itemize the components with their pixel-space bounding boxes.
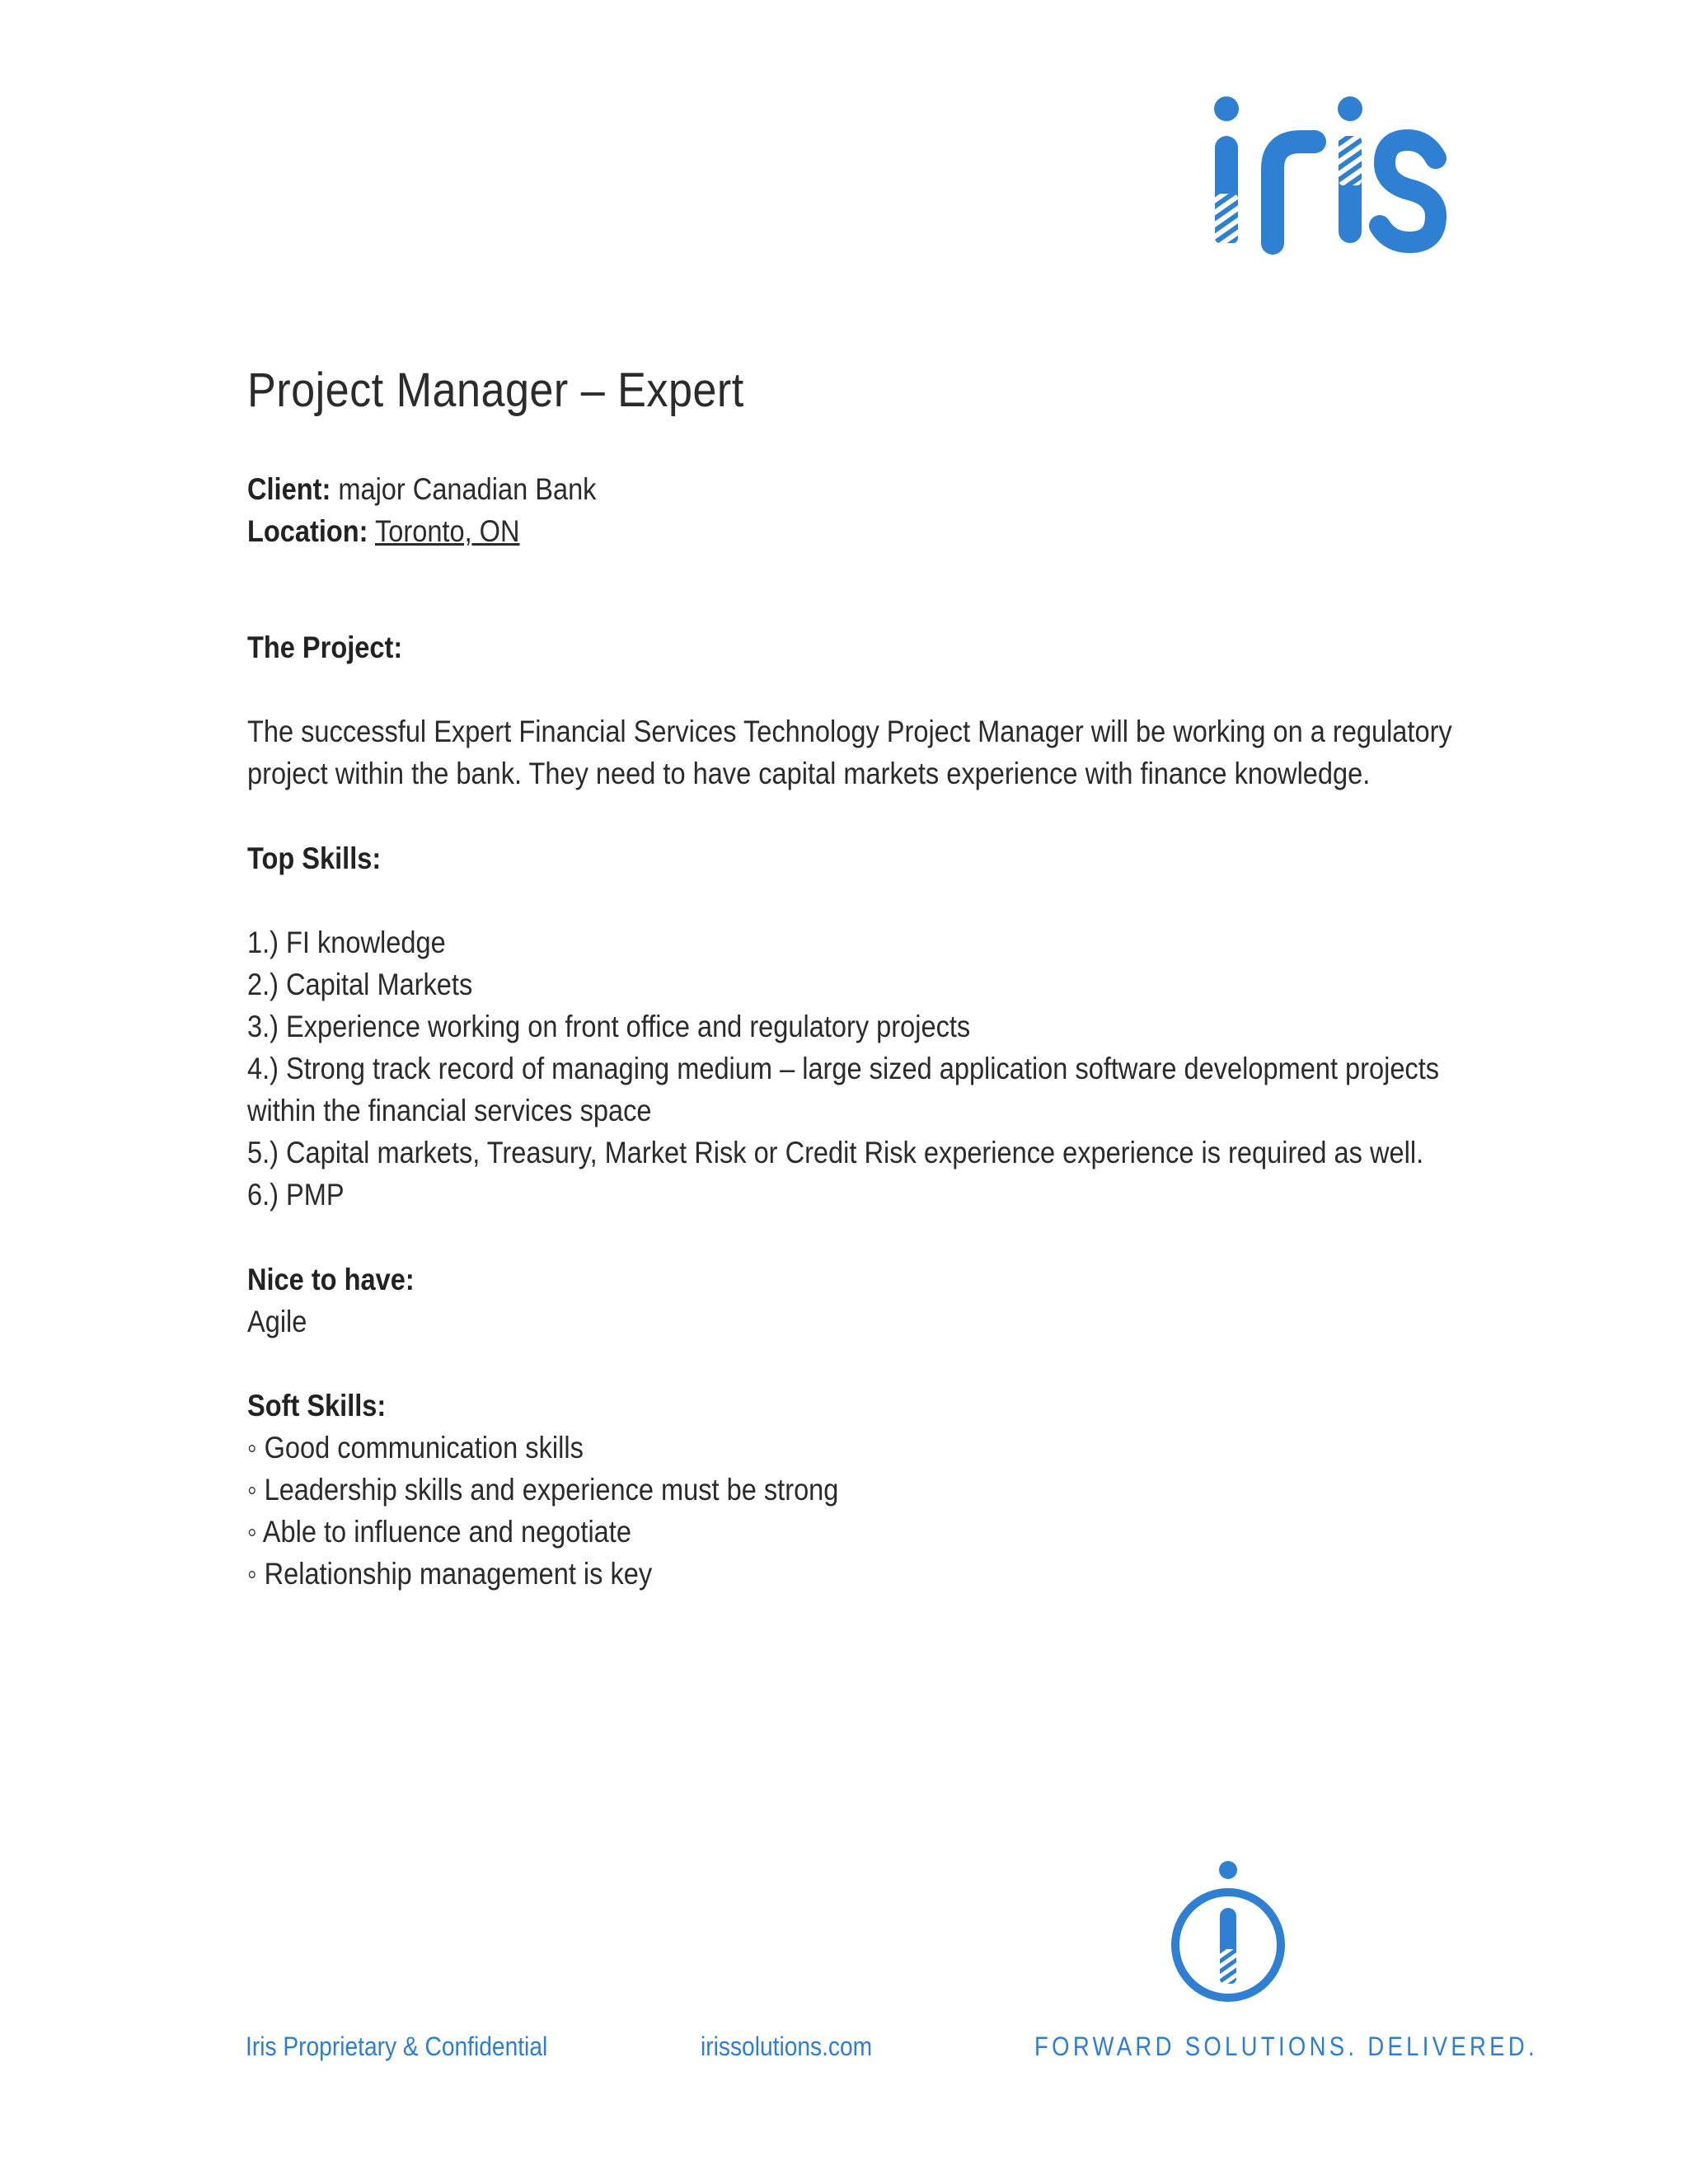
project-text-line: The successful Expert Financial Services Technology Project Manager will be working on a regulatory (247, 715, 1452, 748)
list-item: 1.) FI knowledge (247, 926, 446, 959)
client-line (247, 468, 596, 510)
nice-to-have-heading: Nice to have: (247, 1263, 415, 1296)
iris-circle-i-emblem (1162, 1858, 1294, 2007)
iris-wordmark-logo (1203, 91, 1451, 255)
client-label: Client: (247, 472, 331, 506)
client-location-block (247, 468, 596, 552)
top-skills-list (247, 921, 1439, 1216)
list-item: ◦ Able to influence and negotiate (247, 1515, 631, 1549)
footer-website-link[interactable]: irissolutions.com (701, 2032, 873, 2061)
list-item: within the financial services space (247, 1094, 652, 1127)
list-item: ◦ Leadership skills and experience must be strong (247, 1473, 839, 1507)
list-item: ◦ Relationship management is key (247, 1557, 653, 1591)
project-heading: The Project: (247, 630, 403, 664)
list-item: 2.) Capital Markets (247, 968, 473, 1001)
page-title: Project Manager – Expert (247, 363, 744, 417)
list-item: 4.) Strong track record of managing medium – large sized application software development projects (247, 1052, 1440, 1085)
nice-to-have-value: Agile (247, 1305, 307, 1338)
project-description (247, 710, 1452, 794)
list-item: 6.) PMP (247, 1178, 345, 1212)
list-item: ◦ Good communication skills (247, 1431, 584, 1465)
nice-to-have-block (247, 1258, 415, 1343)
soft-skills-heading: Soft Skills: (247, 1389, 387, 1422)
top-skills-heading: Top Skills: (247, 841, 382, 875)
list-item: 5.) Capital markets, Treasury, Market Risk or Credit Risk experience experience is required as well. (247, 1136, 1424, 1169)
location-link[interactable]: Toronto, ON (374, 514, 520, 548)
project-text-line: project within the bank. They need to have capital markets experience with finance knowledge. (247, 757, 1371, 790)
location-label: Location: (247, 514, 368, 548)
location-line (247, 510, 596, 552)
list-item: 3.) Experience working on front office and regulatory projects (247, 1010, 971, 1043)
client-value: major Canadian Bank (338, 472, 597, 506)
footer-confidential: Iris Proprietary & Confidential (246, 2032, 548, 2061)
soft-skills-block (247, 1385, 838, 1595)
footer-tagline: FORWARD SOLUTIONS. DELIVERED. (1034, 2032, 1538, 2061)
